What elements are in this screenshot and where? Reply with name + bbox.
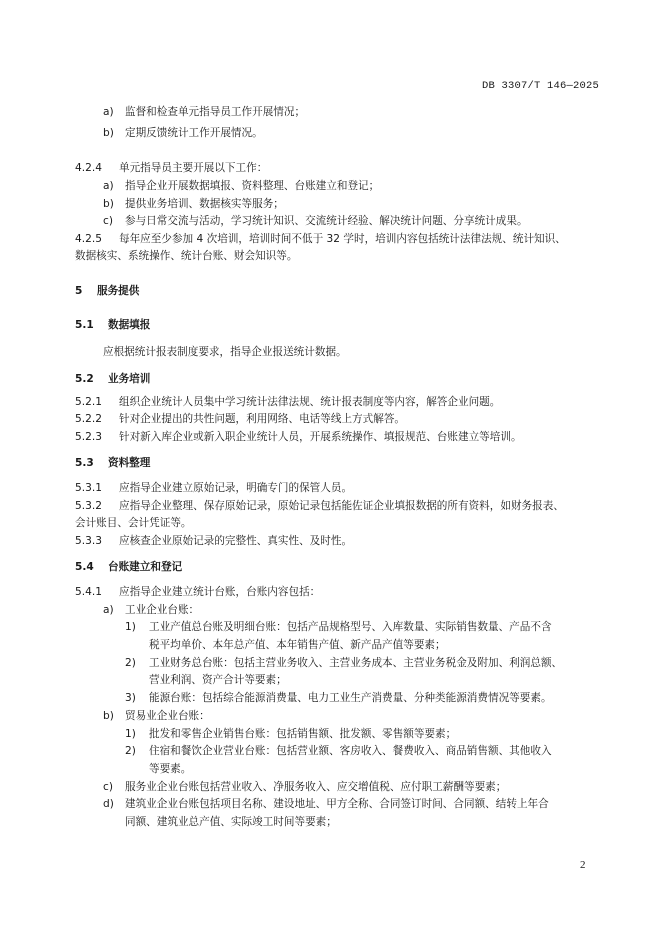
list-label: 1) bbox=[125, 728, 136, 740]
list-label: d) bbox=[103, 798, 114, 810]
list-text: 服务业企业台账包括营业收入、净服务收入、应交增值税、应付职工薪酬等要素； bbox=[125, 781, 507, 793]
clause-continuation: 数据核实、系统操作、统计台账、财会知识等。 bbox=[75, 250, 298, 262]
document-header-id: DB 3307/T 146—2025 bbox=[481, 80, 599, 92]
page-number: 2 bbox=[580, 859, 586, 871]
sub-list-item bbox=[125, 727, 456, 741]
list-item bbox=[103, 126, 263, 140]
clause-5-2-2 bbox=[75, 412, 405, 426]
clause-5-2-1 bbox=[75, 395, 500, 409]
clause-text: 应指导企业整理、保存原始记录，原始记录包括能佐证企业填报数据的所有资料，如财务报表、 bbox=[119, 500, 564, 512]
clause-number: 5.2.1 bbox=[75, 396, 102, 408]
clause-text: 每年应至少参加 4 次培训，培训时间不低于 32 学时，培训内容包括统计法律法规、统计知识、 bbox=[119, 233, 566, 245]
section-number: 5.3 bbox=[75, 457, 94, 469]
section-number: 5.4 bbox=[75, 561, 94, 573]
list-text: 批发和零售企业销售台账：包括销售额、批发额、零售额等要素； bbox=[149, 728, 457, 740]
clause-number: 5.4.1 bbox=[75, 586, 102, 598]
section-title: 服务提供 bbox=[97, 285, 140, 297]
list-text: 工业产值总台账及明细台账：包括产品规格型号、入库数量、实际销售数量、产品不含 bbox=[149, 621, 552, 633]
list-continuation: 税平均单价、本年总产值、本年销售产值、新产品产值等要素； bbox=[149, 639, 446, 651]
list-text: 工业财务总台账：包括主营业务收入、主营业务成本、主营业务税金及附加、利润总额、 bbox=[149, 657, 563, 669]
clause-text: 单元指导员主要开展以下工作： bbox=[119, 162, 268, 174]
list-label: 2) bbox=[125, 657, 136, 669]
list-label: 2) bbox=[125, 745, 136, 757]
clause-text: 应指导企业建立原始记录，明确专门的保管人员。 bbox=[119, 482, 353, 494]
list-text: 工业企业台账： bbox=[125, 604, 200, 616]
clause-text: 应核查企业原始记录的完整性、真实性、及时性。 bbox=[119, 535, 353, 547]
clause-4-2-5 bbox=[75, 232, 566, 246]
clause-5-3-3 bbox=[75, 534, 352, 548]
clause-text: 针对新入库企业或新入职企业统计人员，开展系统操作、填报规范、台账建立等培训。 bbox=[119, 431, 522, 443]
section-heading-5-4 bbox=[75, 560, 182, 574]
list-text: 参与日常交流与活动，学习统计知识、交流统计经验、解决统计问题、分享统计成果。 bbox=[125, 215, 528, 227]
list-continuation: 等要素。 bbox=[149, 763, 192, 775]
list-text: 住宿和餐饮企业营业台账：包括营业额、客房收入、餐费收入、商品销售额、其他收入 bbox=[149, 745, 552, 757]
list-text: 提供业务培训、数据核实等服务； bbox=[125, 198, 284, 210]
clause-number: 5.2.3 bbox=[75, 431, 102, 443]
list-label: b) bbox=[103, 127, 114, 139]
list-text: 监督和检查单元指导员工作开展情况； bbox=[125, 106, 306, 118]
list-item bbox=[103, 105, 305, 119]
list-label: a) bbox=[103, 180, 114, 192]
sub-list-item bbox=[125, 620, 552, 634]
list-item bbox=[103, 780, 506, 794]
list-label: 1) bbox=[125, 621, 136, 633]
list-text: 能源台账：包括综合能源消费量、电力工业生产消费量、分种类能源消费情况等要素。 bbox=[149, 692, 552, 704]
sub-list-item bbox=[125, 744, 552, 758]
clause-number: 5.3.3 bbox=[75, 535, 102, 547]
section-title: 数据填报 bbox=[108, 319, 151, 331]
list-item bbox=[103, 797, 549, 811]
list-label: a) bbox=[103, 604, 114, 616]
section-title: 资料整理 bbox=[108, 457, 151, 469]
list-item bbox=[103, 197, 284, 211]
clause-5-3-1 bbox=[75, 481, 352, 495]
section-number: 5.2 bbox=[75, 373, 94, 385]
clause-text: 应指导企业建立统计台账，台账内容包括： bbox=[119, 586, 321, 598]
clause-number: 5.3.2 bbox=[75, 500, 102, 512]
clause-text: 针对企业提出的共性问题，利用网络、电话等线上方式解答。 bbox=[119, 413, 406, 425]
section-number: 5 bbox=[75, 285, 83, 297]
list-item bbox=[103, 179, 379, 193]
clause-4-2-4 bbox=[75, 161, 267, 175]
section-title: 业务培训 bbox=[108, 373, 151, 385]
paragraph: 应根据统计报表制度要求，指导企业报送统计数据。 bbox=[103, 346, 347, 358]
clause-number: 5.2.2 bbox=[75, 413, 102, 425]
list-label: c) bbox=[103, 781, 113, 793]
clause-5-4-1 bbox=[75, 585, 320, 599]
clause-number: 4.2.5 bbox=[75, 233, 102, 245]
clause-number: 4.2.4 bbox=[75, 162, 102, 174]
list-item bbox=[103, 709, 210, 723]
section-heading-5-3 bbox=[75, 456, 150, 470]
list-text: 定期反馈统计工作开展情况。 bbox=[125, 127, 263, 139]
clause-5-2-3 bbox=[75, 430, 522, 444]
list-item bbox=[103, 214, 528, 228]
list-text: 指导企业开展数据填报、资料整理、台账建立和登记； bbox=[125, 180, 380, 192]
list-continuation: 营业利润、资产合计等要素； bbox=[149, 674, 287, 686]
list-label: b) bbox=[103, 710, 114, 722]
section-heading-5-2 bbox=[75, 372, 150, 386]
list-label: 3) bbox=[125, 692, 136, 704]
sub-list-item bbox=[125, 656, 562, 670]
section-heading-5 bbox=[75, 284, 139, 298]
clause-5-3-2 bbox=[75, 499, 564, 513]
list-continuation: 同额、建筑业总产值、实际竣工时间等要素； bbox=[125, 816, 337, 828]
clause-number: 5.3.1 bbox=[75, 482, 102, 494]
list-item bbox=[103, 603, 199, 617]
list-label: c) bbox=[103, 215, 113, 227]
list-label: b) bbox=[103, 198, 114, 210]
section-heading-5-1 bbox=[75, 318, 150, 332]
list-text: 贸易业企业台账： bbox=[125, 710, 210, 722]
list-label: a) bbox=[103, 106, 114, 118]
sub-list-item bbox=[125, 691, 552, 705]
section-number: 5.1 bbox=[75, 319, 94, 331]
section-title: 台账建立和登记 bbox=[108, 561, 183, 573]
list-text: 建筑业企业台账包括项目名称、建设地址、甲方全称、合同签订时间、合同额、结转上年合 bbox=[125, 798, 549, 810]
clause-text: 组织企业统计人员集中学习统计法律法规、统计报表制度等内容，解答企业问题。 bbox=[119, 396, 501, 408]
clause-continuation: 会计账目、会计凭证等。 bbox=[75, 517, 192, 529]
